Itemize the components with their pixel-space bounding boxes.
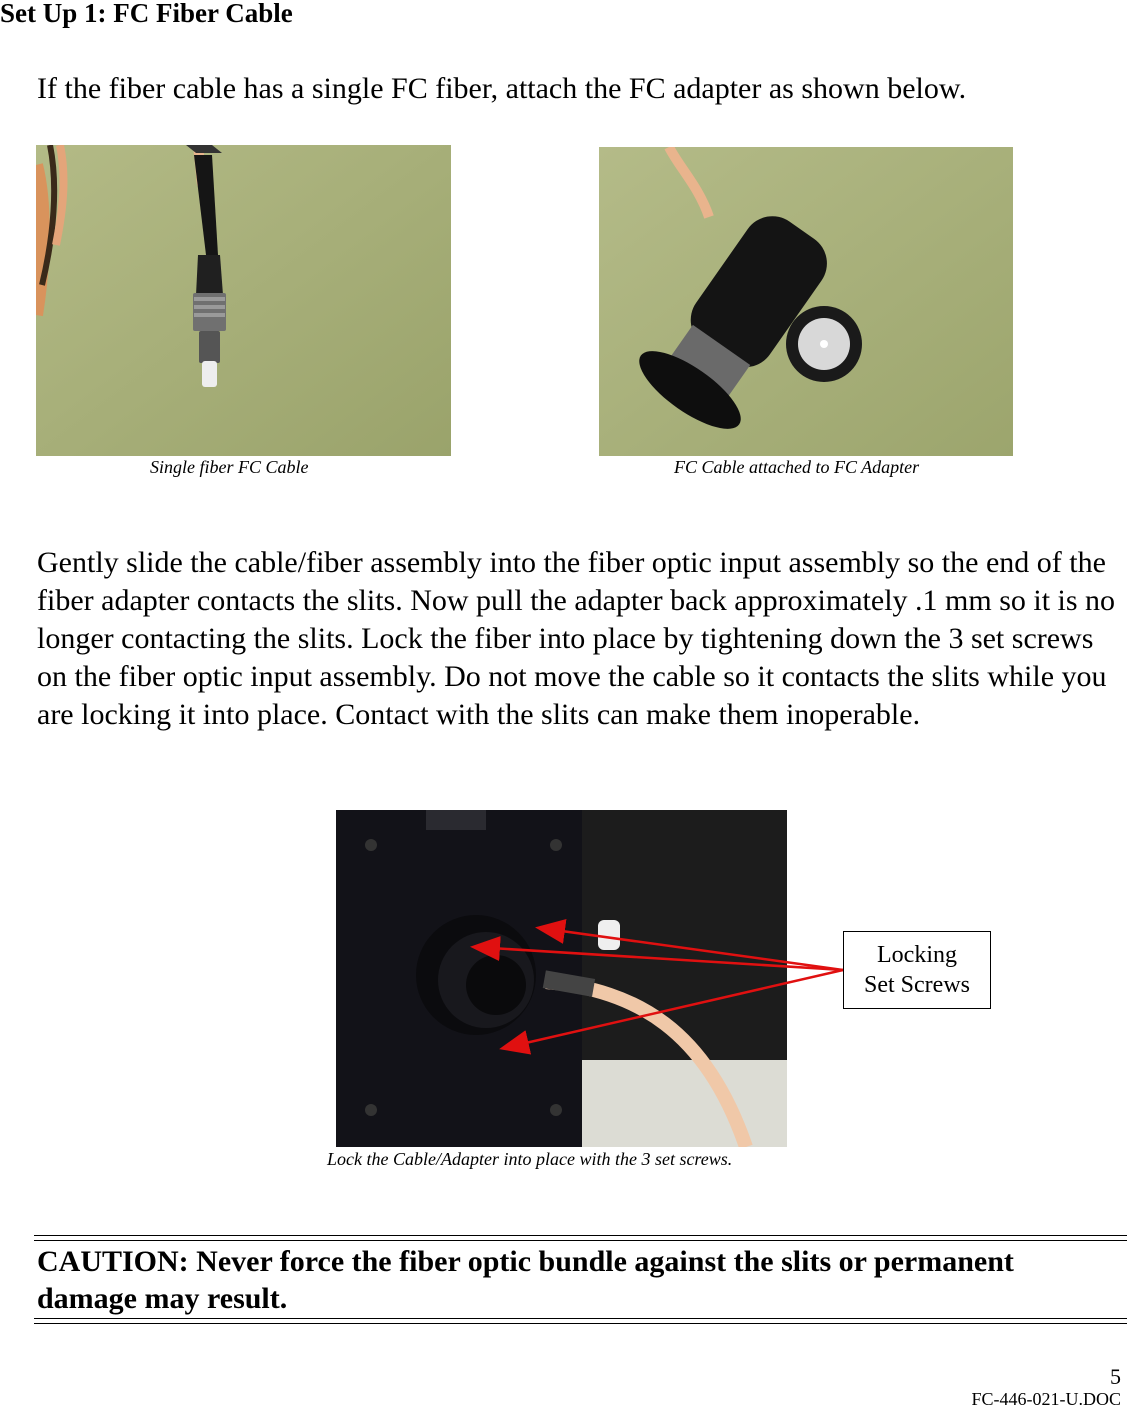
photo-locking-set-screws [336,810,787,1147]
caution-rule-top-2 [34,1240,1127,1241]
page-number: 5 [1110,1364,1121,1389]
photo1-caption: Single fiber FC Cable [150,457,309,477]
caution-rule-bottom [34,1318,1127,1319]
caution-rule-top [34,1235,1127,1236]
locking-set-screws-callout [843,931,991,1009]
photo-single-fiber-fc-cable [36,145,451,456]
page-heading: Set Up 1: FC Fiber Cable [0,0,293,28]
photo2-caption: FC Cable attached to FC Adapter [674,457,920,477]
document-id: FC-446-021-U.DOC [971,1389,1121,1409]
intro-text: If the fiber cable has a single FC fiber, attach the FC adapter as shown below. [37,72,967,105]
caution-text: CAUTION: Never force the fiber optic bundle against the slits or permanent damage may result. [37,1245,1014,1315]
photo3-caption: Lock the Cable/Adapter into place with the 3 set screws. [327,1149,733,1169]
callout-label: Locking Set Screws [864,942,970,998]
instructions-paragraph: Gently slide the cable/fiber assembly into the fiber optic input assembly so the end of the fiber adapter contacts the slits. Now pull the adapter back approximately .1 mm so it is no longer contacting the slits. Lock the fiber into place by tightening down the 3 set screws on the fiber optic input assembly. Do not move the cable so it contacts the slits while you are locking it into place. Contact with the slits can make them inoperable. [37,546,1116,731]
photo-fc-cable-adapter [599,147,1013,456]
caution-rule-bottom-2 [34,1323,1127,1324]
